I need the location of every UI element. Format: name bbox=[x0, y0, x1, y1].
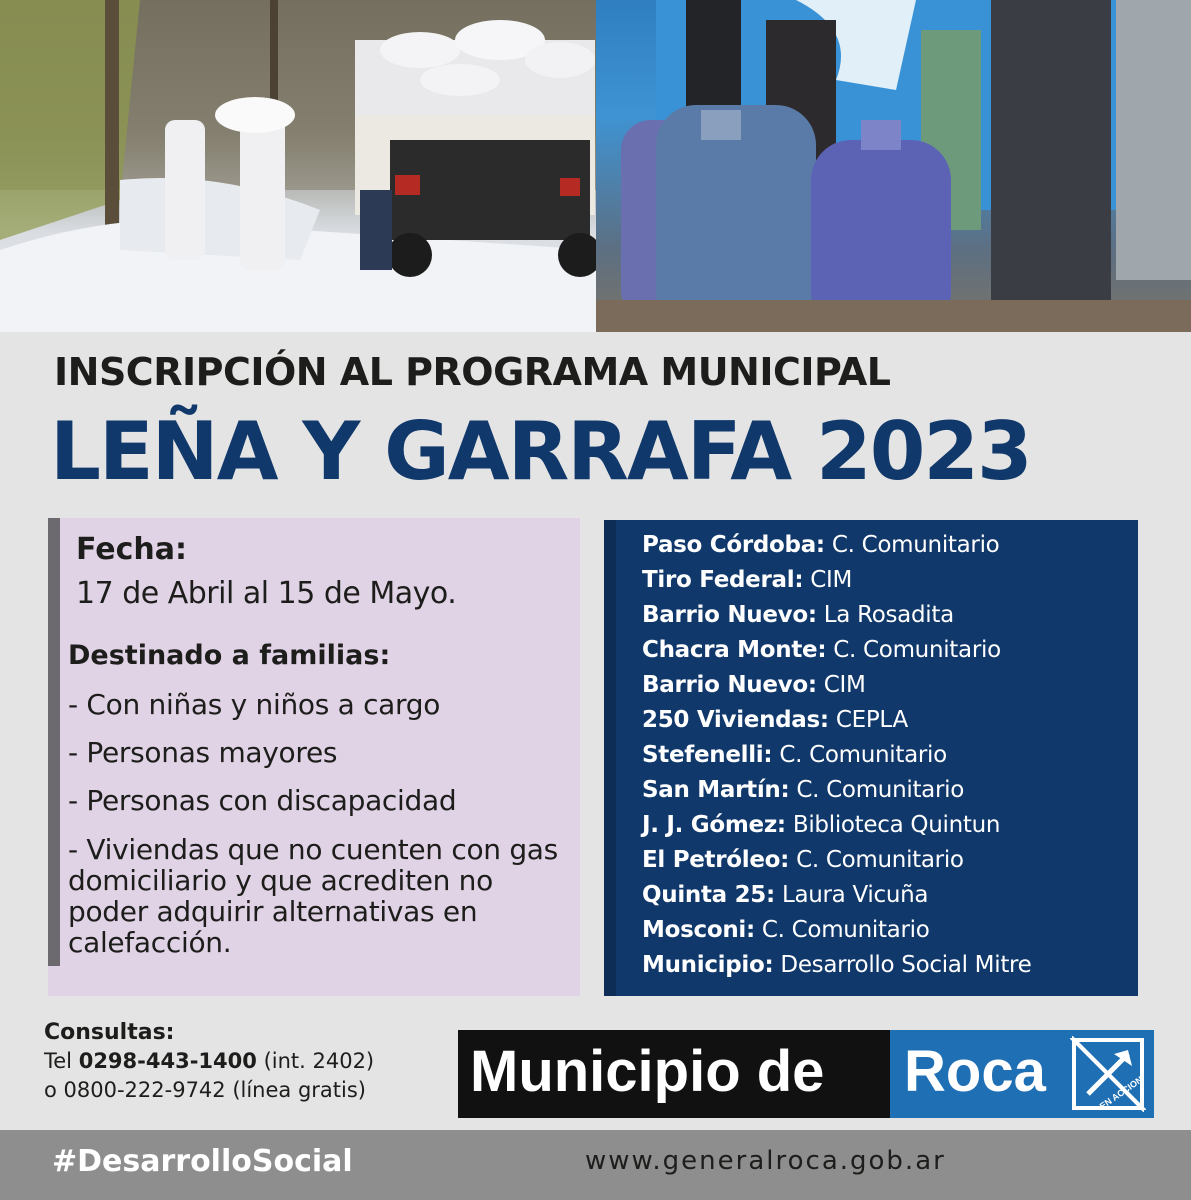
location-row bbox=[642, 598, 1032, 633]
date-value: 17 de Abril al 15 de Mayo. bbox=[76, 576, 457, 611]
phone-extension: (int. 2402) bbox=[263, 1049, 375, 1073]
program-subtitle: INSCRIPCIÓN AL PROGRAMA MUNICIPAL bbox=[54, 350, 891, 394]
toll-free-line: o 0800-222-9742 (línea gratis) bbox=[44, 1078, 366, 1102]
location-row bbox=[642, 808, 1032, 843]
panel-accent-bar bbox=[48, 518, 60, 966]
location-row bbox=[642, 948, 1032, 983]
location-barrio: San Martín: bbox=[642, 777, 790, 803]
eligibility-panel bbox=[48, 518, 580, 996]
location-place: CIM bbox=[810, 567, 853, 593]
location-barrio: Barrio Nuevo: bbox=[642, 672, 817, 698]
contact-info bbox=[44, 1018, 374, 1105]
gas-cylinders-photo bbox=[596, 0, 1191, 332]
en-accion-badge-icon bbox=[1070, 1036, 1146, 1112]
location-row bbox=[642, 878, 1032, 913]
firewood-delivery-photo bbox=[0, 0, 596, 332]
location-place: C. Comunitario bbox=[833, 637, 1001, 663]
hashtag[interactable]: #DesarrolloSocial bbox=[52, 1144, 353, 1179]
panel-accent-bar bbox=[604, 520, 616, 996]
badge-text: EN ACCION bbox=[1097, 1074, 1145, 1112]
eligibility-item: - Personas mayores bbox=[68, 736, 338, 769]
location-place: CIM bbox=[823, 672, 866, 698]
logo-municipio-text: Municipio de bbox=[470, 1039, 825, 1104]
location-place: C. Comunitario bbox=[796, 847, 964, 873]
location-row bbox=[642, 703, 1032, 738]
location-barrio: Municipio: bbox=[642, 952, 774, 978]
location-barrio: Tiro Federal: bbox=[642, 567, 804, 593]
phone-prefix: Tel bbox=[44, 1049, 73, 1073]
location-row bbox=[642, 738, 1032, 773]
location-row bbox=[642, 773, 1032, 808]
location-barrio: Paso Córdoba: bbox=[642, 532, 825, 558]
locations-panel bbox=[604, 520, 1138, 996]
location-barrio: Quinta 25: bbox=[642, 882, 775, 908]
phone-line bbox=[44, 1047, 374, 1076]
contact-title: Consultas: bbox=[44, 1020, 175, 1045]
location-place: CEPLA bbox=[835, 707, 908, 733]
location-place: C. Comunitario bbox=[779, 742, 947, 768]
location-place: C. Comunitario bbox=[796, 777, 964, 803]
eligibility-item: - Con niñas y niños a cargo bbox=[68, 688, 441, 721]
location-barrio: Chacra Monte: bbox=[642, 637, 827, 663]
logo-roca-text: Roca bbox=[904, 1039, 1046, 1104]
phone-number[interactable]: 0298-443-1400 bbox=[78, 1049, 257, 1073]
eligibility-item: - Viviendas que no cuenten con gas domiciliario y que acrediten no poder adquirir alternativas en calefacción. bbox=[68, 833, 558, 959]
location-barrio: J. J. Gómez: bbox=[642, 812, 786, 838]
target-families-label: Destinado a familias: bbox=[68, 640, 391, 671]
location-row bbox=[642, 633, 1032, 668]
header-photos bbox=[0, 0, 1191, 332]
location-row bbox=[642, 913, 1032, 948]
municipio-roca-logo bbox=[458, 1030, 1154, 1118]
location-place: C. Comunitario bbox=[761, 917, 930, 943]
location-place: Biblioteca Quintun bbox=[792, 812, 1001, 838]
location-row bbox=[642, 843, 1032, 878]
date-label: Fecha: bbox=[76, 532, 188, 567]
location-row bbox=[642, 528, 1032, 563]
eligibility-item: - Personas con discapacidad bbox=[68, 784, 457, 817]
logo-roca-block bbox=[890, 1030, 1154, 1118]
location-barrio: El Petróleo: bbox=[642, 847, 790, 873]
program-title: LEÑA Y GARRAFA 2023 bbox=[50, 405, 1031, 498]
location-place: Laura Vicuña bbox=[781, 882, 929, 908]
location-barrio: Barrio Nuevo: bbox=[642, 602, 817, 628]
location-place: Desarrollo Social Mitre bbox=[780, 952, 1032, 978]
locations-list bbox=[642, 528, 1032, 983]
location-barrio: Mosconi: bbox=[642, 917, 755, 943]
website-link[interactable]: www.generalroca.gob.ar bbox=[585, 1146, 946, 1176]
location-barrio: 250 Viviendas: bbox=[642, 707, 829, 733]
location-place: La Rosadita bbox=[823, 602, 954, 628]
location-barrio: Stefenelli: bbox=[642, 742, 773, 768]
location-row bbox=[642, 668, 1032, 703]
location-place: C. Comunitario bbox=[831, 532, 1000, 558]
location-row bbox=[642, 563, 1032, 598]
